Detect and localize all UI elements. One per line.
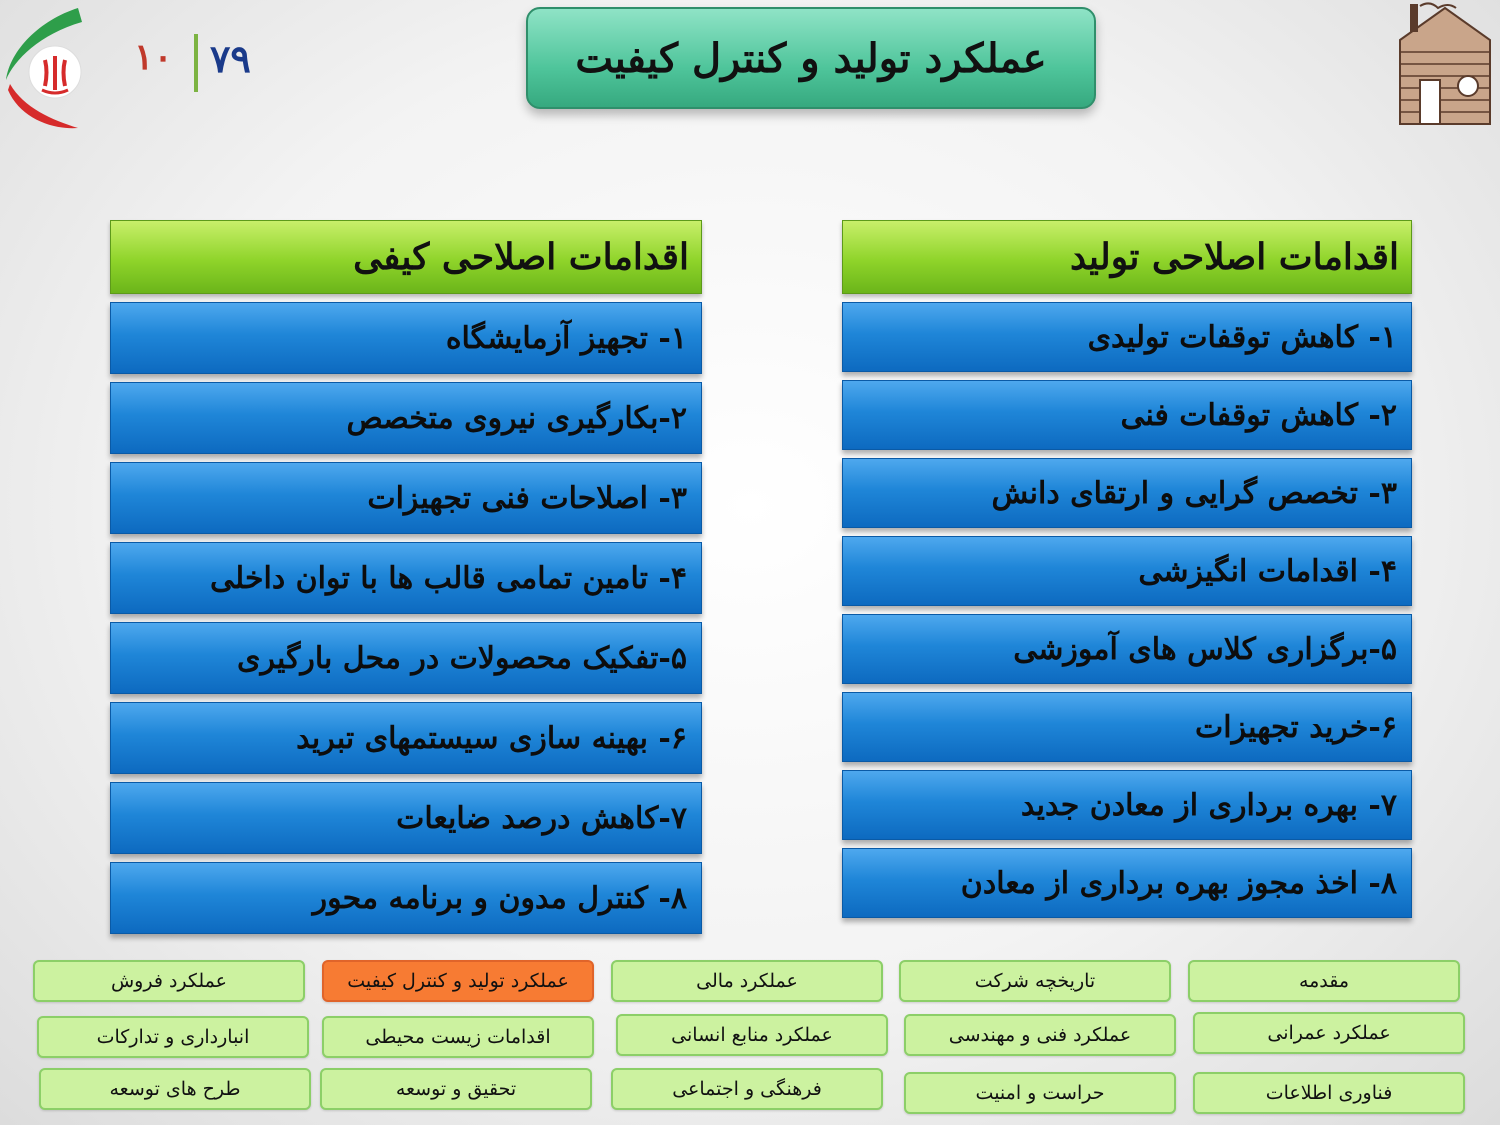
nav-hr-button[interactable]: عملکرد منابع انسانی — [616, 1014, 888, 1056]
page-title: عملکرد تولید و کنترل کیفیت — [526, 7, 1096, 109]
production-actions-header: اقدامات اصلاحی تولید — [842, 220, 1412, 294]
iran-emblem-logo — [0, 0, 95, 135]
production-action-item: ۶-خرید تجهیزات — [842, 692, 1412, 762]
page-separator — [194, 34, 198, 92]
nav-it-button[interactable]: فناوری اطلاعات — [1193, 1072, 1465, 1114]
quality-action-item: ۵-تفکیک محصولات در محل بارگیری — [110, 622, 702, 694]
nav-warehouse-button[interactable]: انبارداری و تدارکات — [37, 1016, 309, 1058]
current-page-number: ۱۰ — [134, 36, 173, 78]
production-action-item: ۸- اخذ مجوز بهره برداری از معادن — [842, 848, 1412, 918]
quality-action-item: ۱- تجهیز آزمایشگاه — [110, 302, 702, 374]
quality-action-item: ۳- اصلاحات فنی تجهیزات — [110, 462, 702, 534]
page-indicator — [130, 34, 260, 94]
production-action-item: ۵-برگزاری کلاس های آموزشی — [842, 614, 1412, 684]
production-action-item: ۱- کاهش توقفات تولیدی — [842, 302, 1412, 372]
quality-actions-column — [110, 220, 702, 934]
total-pages-number: ۷۹ — [210, 36, 251, 81]
nav-security-button[interactable]: حراست و امنیت — [904, 1072, 1176, 1114]
quality-actions-header: اقدامات اصلاحی کیفی — [110, 220, 702, 294]
nav-financial-button[interactable]: عملکرد مالی — [611, 960, 883, 1002]
nav-culture-button[interactable]: فرهنگی و اجتماعی — [611, 1068, 883, 1110]
quality-action-item: ۷-کاهش درصد ضایعات — [110, 782, 702, 854]
nav-production-quality-button[interactable]: عملکرد تولید و کنترل کیفیت — [322, 960, 594, 1002]
production-action-item: ۴- اقدامات انگیزشی — [842, 536, 1412, 606]
nav-history-button[interactable]: تاریخچه شرکت — [899, 960, 1171, 1002]
nav-sales-button[interactable]: عملکرد فروش — [33, 960, 305, 1002]
nav-engineering-button[interactable]: عملکرد فنی و مهندسی — [904, 1014, 1176, 1056]
production-action-item: ۲- کاهش توقفات فنی — [842, 380, 1412, 450]
nav-development-button[interactable]: طرح های توسعه — [39, 1068, 311, 1110]
production-actions-column — [842, 220, 1412, 918]
quality-action-item: ۶- بهینه سازی سیستمهای تبرید — [110, 702, 702, 774]
brick-factory-logo — [1390, 0, 1500, 128]
nav-environment-button[interactable]: اقدامات زیست محیطی — [322, 1016, 594, 1058]
quality-action-item: ۴- تامین تمامی قالب ها با توان داخلی — [110, 542, 702, 614]
production-action-item: ۳- تخصص گرایی و ارتقای دانش — [842, 458, 1412, 528]
section-navigation — [30, 958, 1470, 1118]
quality-action-item: ۸- کنترل مدون و برنامه محور — [110, 862, 702, 934]
nav-construction-button[interactable]: عملکرد عمرانی — [1193, 1012, 1465, 1054]
nav-research-button[interactable]: تحقیق و توسعه — [320, 1068, 592, 1110]
nav-intro-button[interactable]: مقدمه — [1188, 960, 1460, 1002]
production-action-item: ۷- بهره برداری از معادن جدید — [842, 770, 1412, 840]
quality-action-item: ۲-بکارگیری نیروی متخصص — [110, 382, 702, 454]
